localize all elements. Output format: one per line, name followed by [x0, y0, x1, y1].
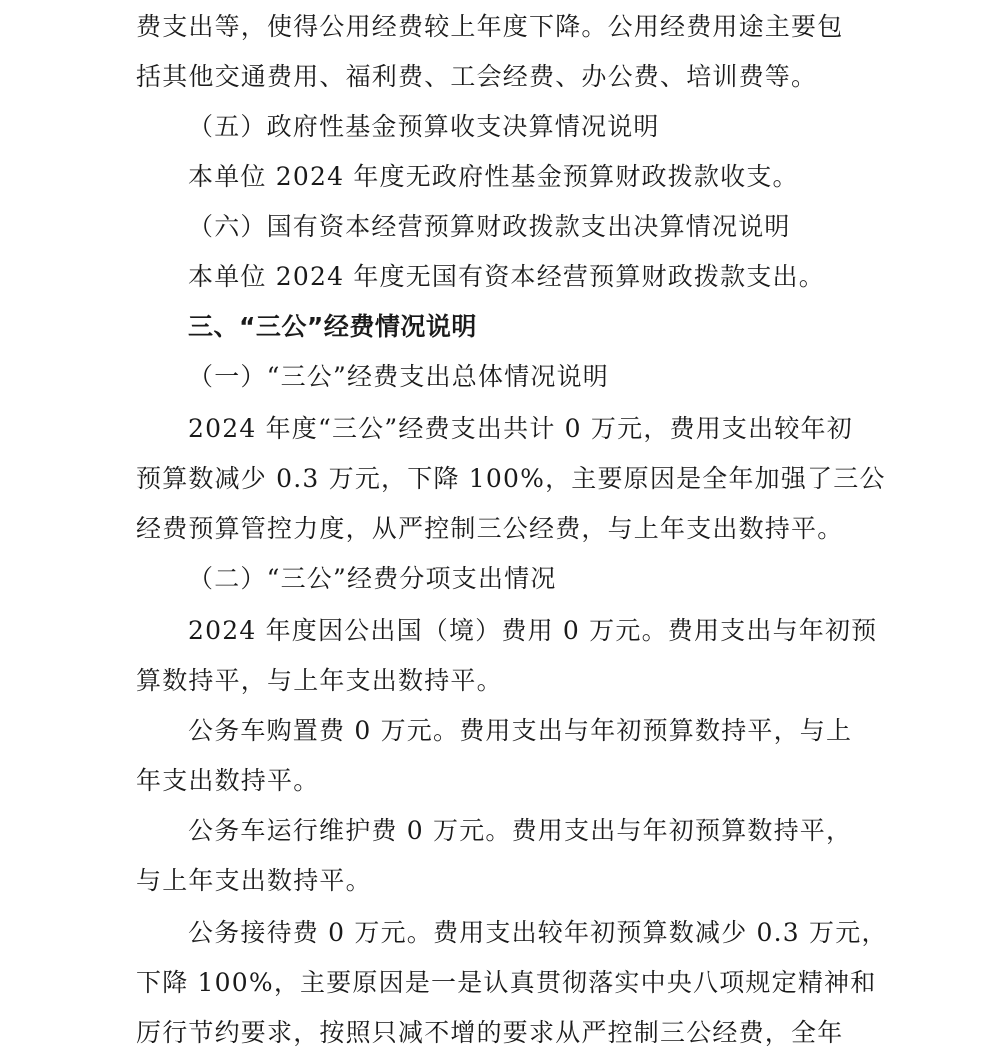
section-subheading: （一）“三公”经费支出总体情况说明 — [188, 362, 609, 391]
paragraph-line: 年支出数持平。 — [136, 766, 320, 795]
section-heading: 三、“三公”经费情况说明 — [188, 312, 477, 341]
paragraph-line: 2024 年度因公出国（境）费用 0 万元。费用支出与年初预 — [188, 616, 878, 645]
paragraph-line: 厉行节约要求，按照只减不增的要求从严控制三公经费，全年 — [136, 1018, 844, 1047]
paragraph-line: 公务车运行维护费 0 万元。费用支出与年初预算数持平， — [188, 816, 853, 845]
paragraph-line: 本单位 2024 年度无国有资本经营预算财政拨款支出。 — [188, 262, 825, 291]
paragraph-line: 公务接待费 0 万元。费用支出较年初预算数减少 0.3 万元， — [188, 918, 888, 947]
section-subheading: （二）“三公”经费分项支出情况 — [188, 564, 557, 593]
paragraph-line: 费支出等，使得公用经费较上年度下降。公用经费用途主要包 — [136, 12, 844, 41]
paragraph-line: 与上年支出数持平。 — [136, 866, 372, 895]
paragraph-line: 算数持平，与上年支出数持平。 — [136, 666, 503, 695]
paragraph-line: 括其他交通费用、福利费、工会经费、办公费、培训费等。 — [136, 62, 818, 91]
section-subheading: （六）国有资本经营预算财政拨款支出决算情况说明 — [188, 212, 791, 241]
section-subheading: （五）政府性基金预算收支决算情况说明 — [188, 112, 660, 141]
paragraph-line: 2024 年度“三公”经费支出共计 0 万元，费用支出较年初 — [188, 414, 853, 443]
paragraph-line: 公务车购置费 0 万元。费用支出与年初预算数持平，与上 — [188, 716, 853, 745]
paragraph-line: 经费预算管控力度，从严控制三公经费，与上年支出数持平。 — [136, 514, 844, 543]
paragraph-line: 下降 100%，主要原因是一是认真贯彻落实中央八项规定精神和 — [136, 968, 877, 997]
paragraph-line: 本单位 2024 年度无政府性基金预算财政拨款收支。 — [188, 162, 799, 191]
paragraph-line: 预算数减少 0.3 万元，下降 100%，主要原因是全年加强了三公 — [136, 464, 886, 493]
